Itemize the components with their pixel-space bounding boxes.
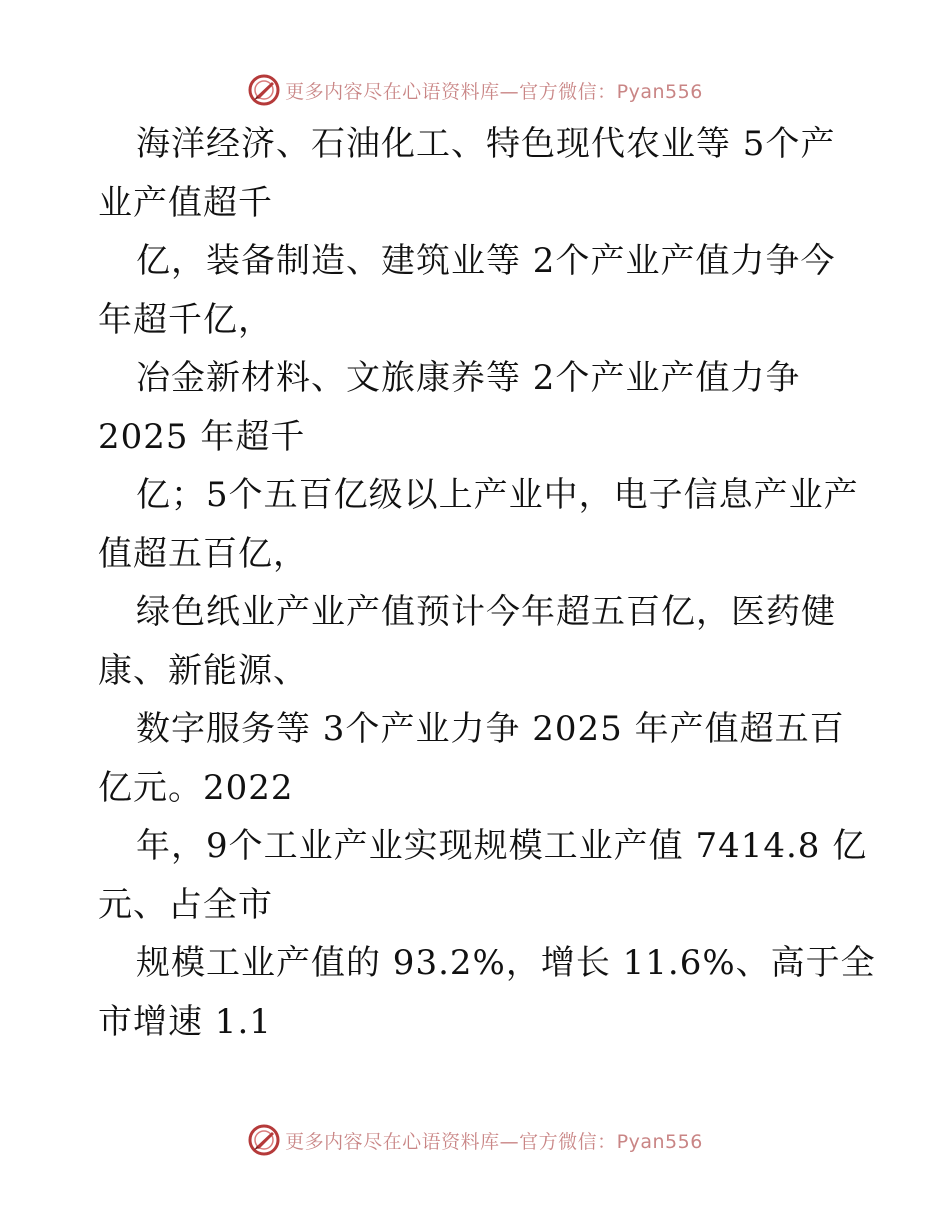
seal-logo-icon <box>247 73 281 107</box>
watermark-text: 更多内容尽在心语资料库—官方微信：Pyan556 <box>285 80 703 103</box>
text-line-11: 数字服务等 3个产业力争 2025 年产值超五百 <box>136 709 845 749</box>
text-line-15: 规模工业产值的 93.2%，增长 11.6%、高于全 <box>136 943 876 983</box>
text-line-4: 年超千亿， <box>98 299 273 340</box>
text-line-2: 业产值超千 <box>98 182 273 223</box>
text-line-8: 值超五百亿， <box>98 533 308 574</box>
text-line-5: 冶金新材料、文旅康养等 2个产业产值力争 <box>136 358 801 398</box>
header-watermark <box>0 70 950 110</box>
text-line-7: 亿；5个五百亿级以上产业中，电子信息产业产 <box>136 475 859 515</box>
text-line-6: 2025 年超千 <box>98 416 306 457</box>
text-line-9: 绿色纸业产业产值预计今年超五百亿，医药健 <box>136 592 836 632</box>
text-line-16: 市增速 1.1 <box>98 1001 272 1042</box>
text-line-10: 康、新能源、 <box>98 650 308 691</box>
footer-watermark <box>0 1120 950 1160</box>
text-line-12: 亿元。2022 <box>98 767 294 808</box>
text-line-14: 元、占全市 <box>98 884 273 925</box>
text-line-13: 年，9个工业产业实现规模工业产值 7414.8 亿 <box>136 826 868 866</box>
text-line-1: 海洋经济、石油化工、特色现代农业等 5个产 <box>136 124 836 164</box>
document-body <box>98 115 876 1051</box>
watermark-text: 更多内容尽在心语资料库—官方微信：Pyan556 <box>285 1130 703 1153</box>
seal-logo-icon <box>247 1123 281 1157</box>
text-line-3: 亿，装备制造、建筑业等 2个产业产值力争今 <box>136 241 836 281</box>
